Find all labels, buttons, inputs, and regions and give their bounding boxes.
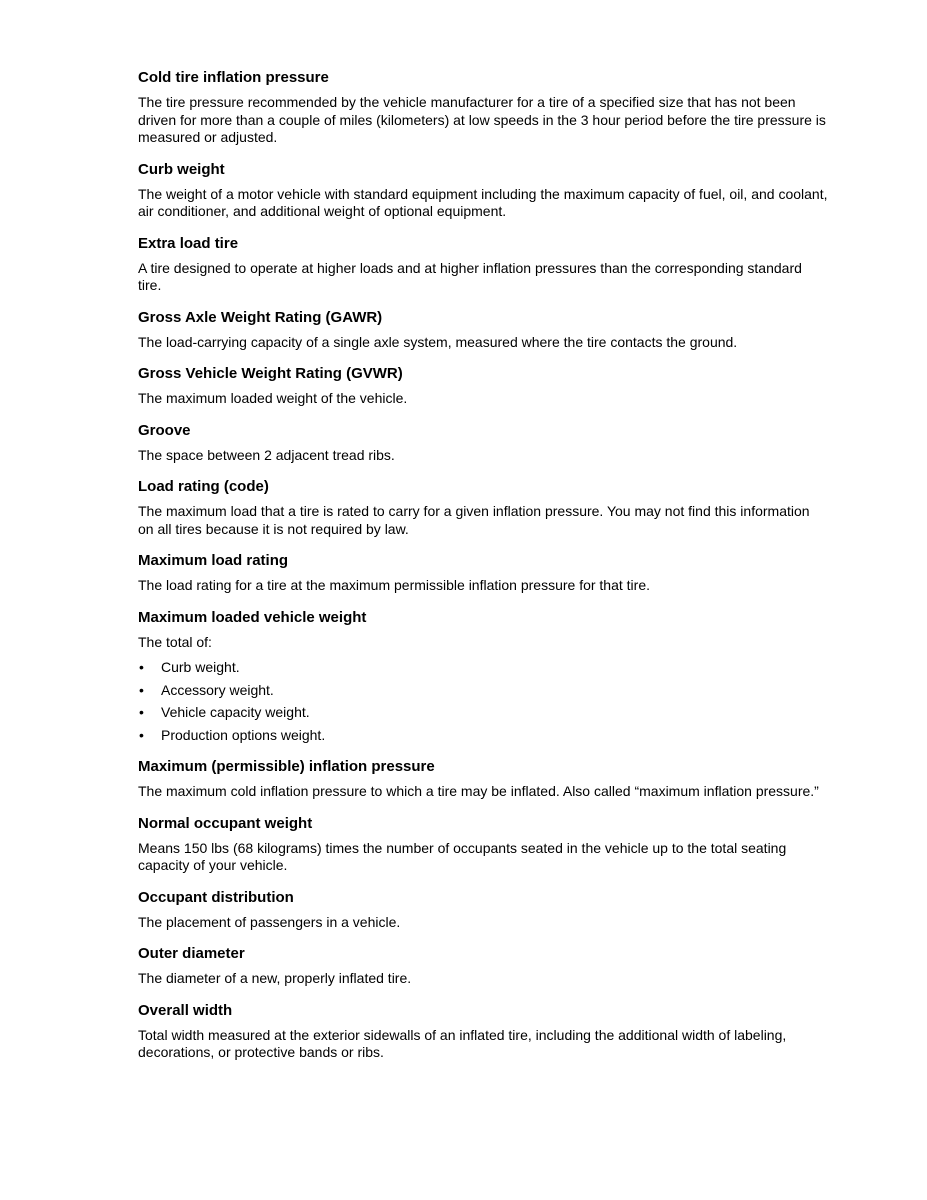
list-item (138, 682, 828, 700)
list-item-text: Accessory weight. (161, 681, 274, 698)
term-heading: Cold tire inflation pressure (138, 69, 329, 86)
entry-normal-occupant-weight (138, 814, 828, 875)
term-heading: Curb weight (138, 160, 225, 178)
entry-extra-load-tire (138, 234, 828, 295)
term-heading: Gross Vehicle Weight Rating (GVWR) (138, 365, 403, 382)
entry-curb-weight (138, 160, 828, 221)
term-heading: Occupant distribution (138, 888, 294, 906)
entry-gvwr (138, 364, 828, 408)
term-definition: Means 150 lbs (68 kilograms) times the number of occupants seated in the vehicle up to the total seating capacity of your vehicle. (138, 839, 787, 873)
term-definition: The total of: (138, 633, 212, 650)
entry-occupant-distribution (138, 888, 828, 932)
bullet-icon: • (139, 704, 144, 720)
term-heading: Maximum loaded vehicle weight (138, 608, 367, 626)
term-definition: The diameter of a new, properly inflated tire. (138, 970, 412, 986)
term-heading: Maximum (permissible) inflation pressure (138, 758, 435, 775)
term-heading: Maximum load rating (138, 552, 289, 569)
bullet-icon: • (139, 726, 144, 743)
bullet-icon: • (139, 681, 144, 698)
entry-load-rating-code (138, 477, 828, 538)
list-item-text: Curb weight. (161, 659, 240, 675)
term-heading: Overall width (138, 1001, 233, 1019)
term-heading: Normal occupant weight (138, 814, 313, 832)
glossary-page (138, 68, 828, 1075)
term-definition: A tire designed to operate at higher loads and at higher inflation pressures than the corresponding standard tire. (138, 259, 802, 293)
entry-maximum-loaded-vehicle-weight (138, 608, 828, 745)
term-definition: The maximum cold inflation pressure to which a tire may be inflated. Also called “maximum inflation pressure.” (138, 783, 819, 799)
entry-overall-width (138, 1001, 828, 1062)
term-definition: The maximum loaded weight of the vehicle. (138, 390, 408, 406)
bullet-icon: • (139, 659, 144, 675)
term-heading: Extra load tire (138, 234, 239, 252)
term-heading: Load rating (code) (138, 478, 269, 495)
list-item-text: Production options weight. (161, 726, 326, 743)
term-heading: Outer diameter (138, 945, 245, 962)
entry-outer-diameter (138, 944, 828, 988)
list-item-text: Vehicle capacity weight. (161, 704, 310, 720)
term-definition: The space between 2 adjacent tread ribs. (138, 446, 395, 463)
entry-groove (138, 421, 828, 465)
term-definition: The load rating for a tire at the maximum permissible inflation pressure for that tire. (138, 577, 650, 593)
list-item (138, 659, 828, 677)
list-item (138, 704, 828, 722)
term-definition: The maximum load that a tire is rated to carry for a given inflation pressure. You may not find this information on all tires because it is not required by law. (138, 503, 810, 537)
term-definition: The placement of passengers in a vehicle. (138, 913, 401, 930)
bullet-list (138, 659, 828, 744)
term-heading: Gross Axle Weight Rating (GAWR) (138, 308, 383, 326)
term-definition: The weight of a motor vehicle with standard equipment including the maximum capacity of fuel, oil, and coolant, air conditioner, and additional weight of optional equipment. (138, 185, 828, 219)
entry-maximum-load-rating (138, 551, 828, 595)
entry-maximum-inflation-pressure (138, 757, 828, 801)
term-definition: The load-carrying capacity of a single axle system, measured where the tire contacts the ground. (138, 333, 738, 350)
term-heading: Groove (138, 421, 191, 439)
term-definition: Total width measured at the exterior sidewalls of an inflated tire, including the additional width of labeling, decorations, or protective bands or ribs. (138, 1026, 787, 1060)
term-definition: The tire pressure recommended by the vehicle manufacturer for a tire of a specified size that has not been driven for more than a couple of miles (kilometers) at low speeds in the 3 hour period before the tire pressure is measured or adjusted. (138, 94, 826, 145)
list-item (138, 727, 828, 745)
entry-cold-tire-inflation-pressure (138, 68, 828, 147)
entry-gawr (138, 308, 828, 352)
